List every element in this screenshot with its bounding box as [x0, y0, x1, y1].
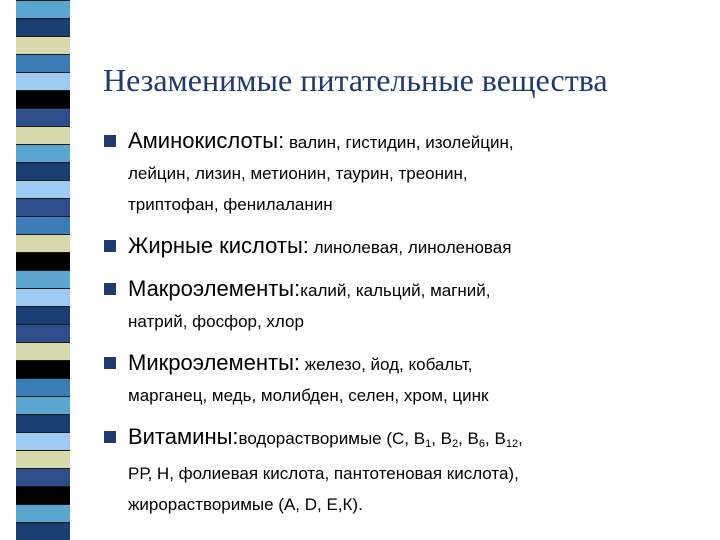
- strip-band: [16, 522, 70, 540]
- square-bullet-icon: [104, 431, 116, 443]
- list-item: [104, 126, 704, 221]
- strip-band: [16, 180, 70, 199]
- item-body-line: марганец, медь, молибден, селен, хром, цинк: [128, 386, 489, 405]
- strip-band: [16, 90, 70, 109]
- subscript: 1: [425, 438, 432, 450]
- strip-band: [16, 414, 70, 433]
- item-text: [128, 274, 704, 338]
- strip-band: [16, 72, 70, 91]
- subscript: 6: [478, 438, 486, 450]
- strip-band: [16, 252, 70, 271]
- strip-band: [16, 108, 70, 127]
- item-body-line: валин, гистидин, изолейцин,: [284, 133, 514, 152]
- strip-band: [16, 144, 70, 163]
- strip-band: [16, 450, 70, 469]
- text-run: водорастворимые (С, В: [238, 429, 426, 448]
- item-heading: Жирные кислоты:: [128, 233, 309, 258]
- text-run: , В: [431, 429, 452, 448]
- strip-band: [16, 288, 70, 307]
- item-heading: Витамины:: [128, 424, 239, 449]
- item-heading: Микроэлементы:: [128, 350, 301, 375]
- item-body-line: триптофан, фенилаланин: [128, 195, 333, 214]
- item-body-line: лейцин, лизин, метионин, таурин, треонин,: [128, 164, 468, 183]
- strip-band: [16, 18, 70, 37]
- item-text: [128, 126, 704, 221]
- item-body-line: [239, 429, 523, 448]
- item-text: [128, 231, 704, 264]
- strip-band: [16, 342, 70, 361]
- strip-band: [16, 486, 70, 505]
- item-body-line: железо, йод, кобальт,: [300, 355, 473, 374]
- item-heading: Аминокислоты:: [128, 128, 285, 153]
- strip-band: [16, 360, 70, 379]
- square-bullet-icon: [104, 283, 116, 295]
- strip-band: [16, 504, 70, 523]
- slide-title: Незаменимые питательные вещества: [103, 62, 608, 98]
- strip-band: [16, 396, 70, 415]
- strip-band: [16, 378, 70, 397]
- strip-band: [16, 270, 70, 289]
- text-run: , В: [485, 429, 506, 448]
- item-text: [128, 422, 704, 521]
- list-item: [104, 422, 704, 521]
- strip-band: [16, 0, 70, 19]
- subscript: 2: [451, 438, 459, 450]
- item-body-line: линолевая, линоленовая: [308, 238, 512, 257]
- item-body-line: жирорастворимые (А, D, Е,К).: [128, 495, 363, 514]
- item-text: [128, 348, 704, 412]
- list-item: [104, 274, 704, 338]
- strip-band: [16, 306, 70, 325]
- list-item: [104, 348, 704, 412]
- item-heading: Макроэлементы:: [128, 276, 301, 301]
- decorative-striped-bar: [16, 0, 70, 540]
- subscript: 12: [505, 438, 519, 450]
- strip-band: [16, 468, 70, 487]
- square-bullet-icon: [104, 357, 116, 369]
- strip-band: [16, 216, 70, 235]
- item-body-line: РР, Н, фолиевая кислота, пантотеновая кислота),: [128, 464, 519, 483]
- strip-band: [16, 198, 70, 217]
- square-bullet-icon: [104, 135, 116, 147]
- strip-band: [16, 432, 70, 451]
- text-run: ,: [518, 429, 523, 448]
- strip-band: [16, 126, 70, 145]
- strip-band: [16, 324, 70, 343]
- strip-band: [16, 234, 70, 253]
- strip-band: [16, 54, 70, 73]
- strip-band: [16, 36, 70, 55]
- text-run: , В: [458, 429, 479, 448]
- strip-band: [16, 162, 70, 181]
- item-body-line: натрий, фосфор, хлор: [128, 312, 304, 331]
- list-item: [104, 231, 704, 264]
- bullet-list: [104, 126, 704, 531]
- item-body-line: калий, кальций, магний,: [300, 281, 491, 300]
- square-bullet-icon: [104, 240, 116, 252]
